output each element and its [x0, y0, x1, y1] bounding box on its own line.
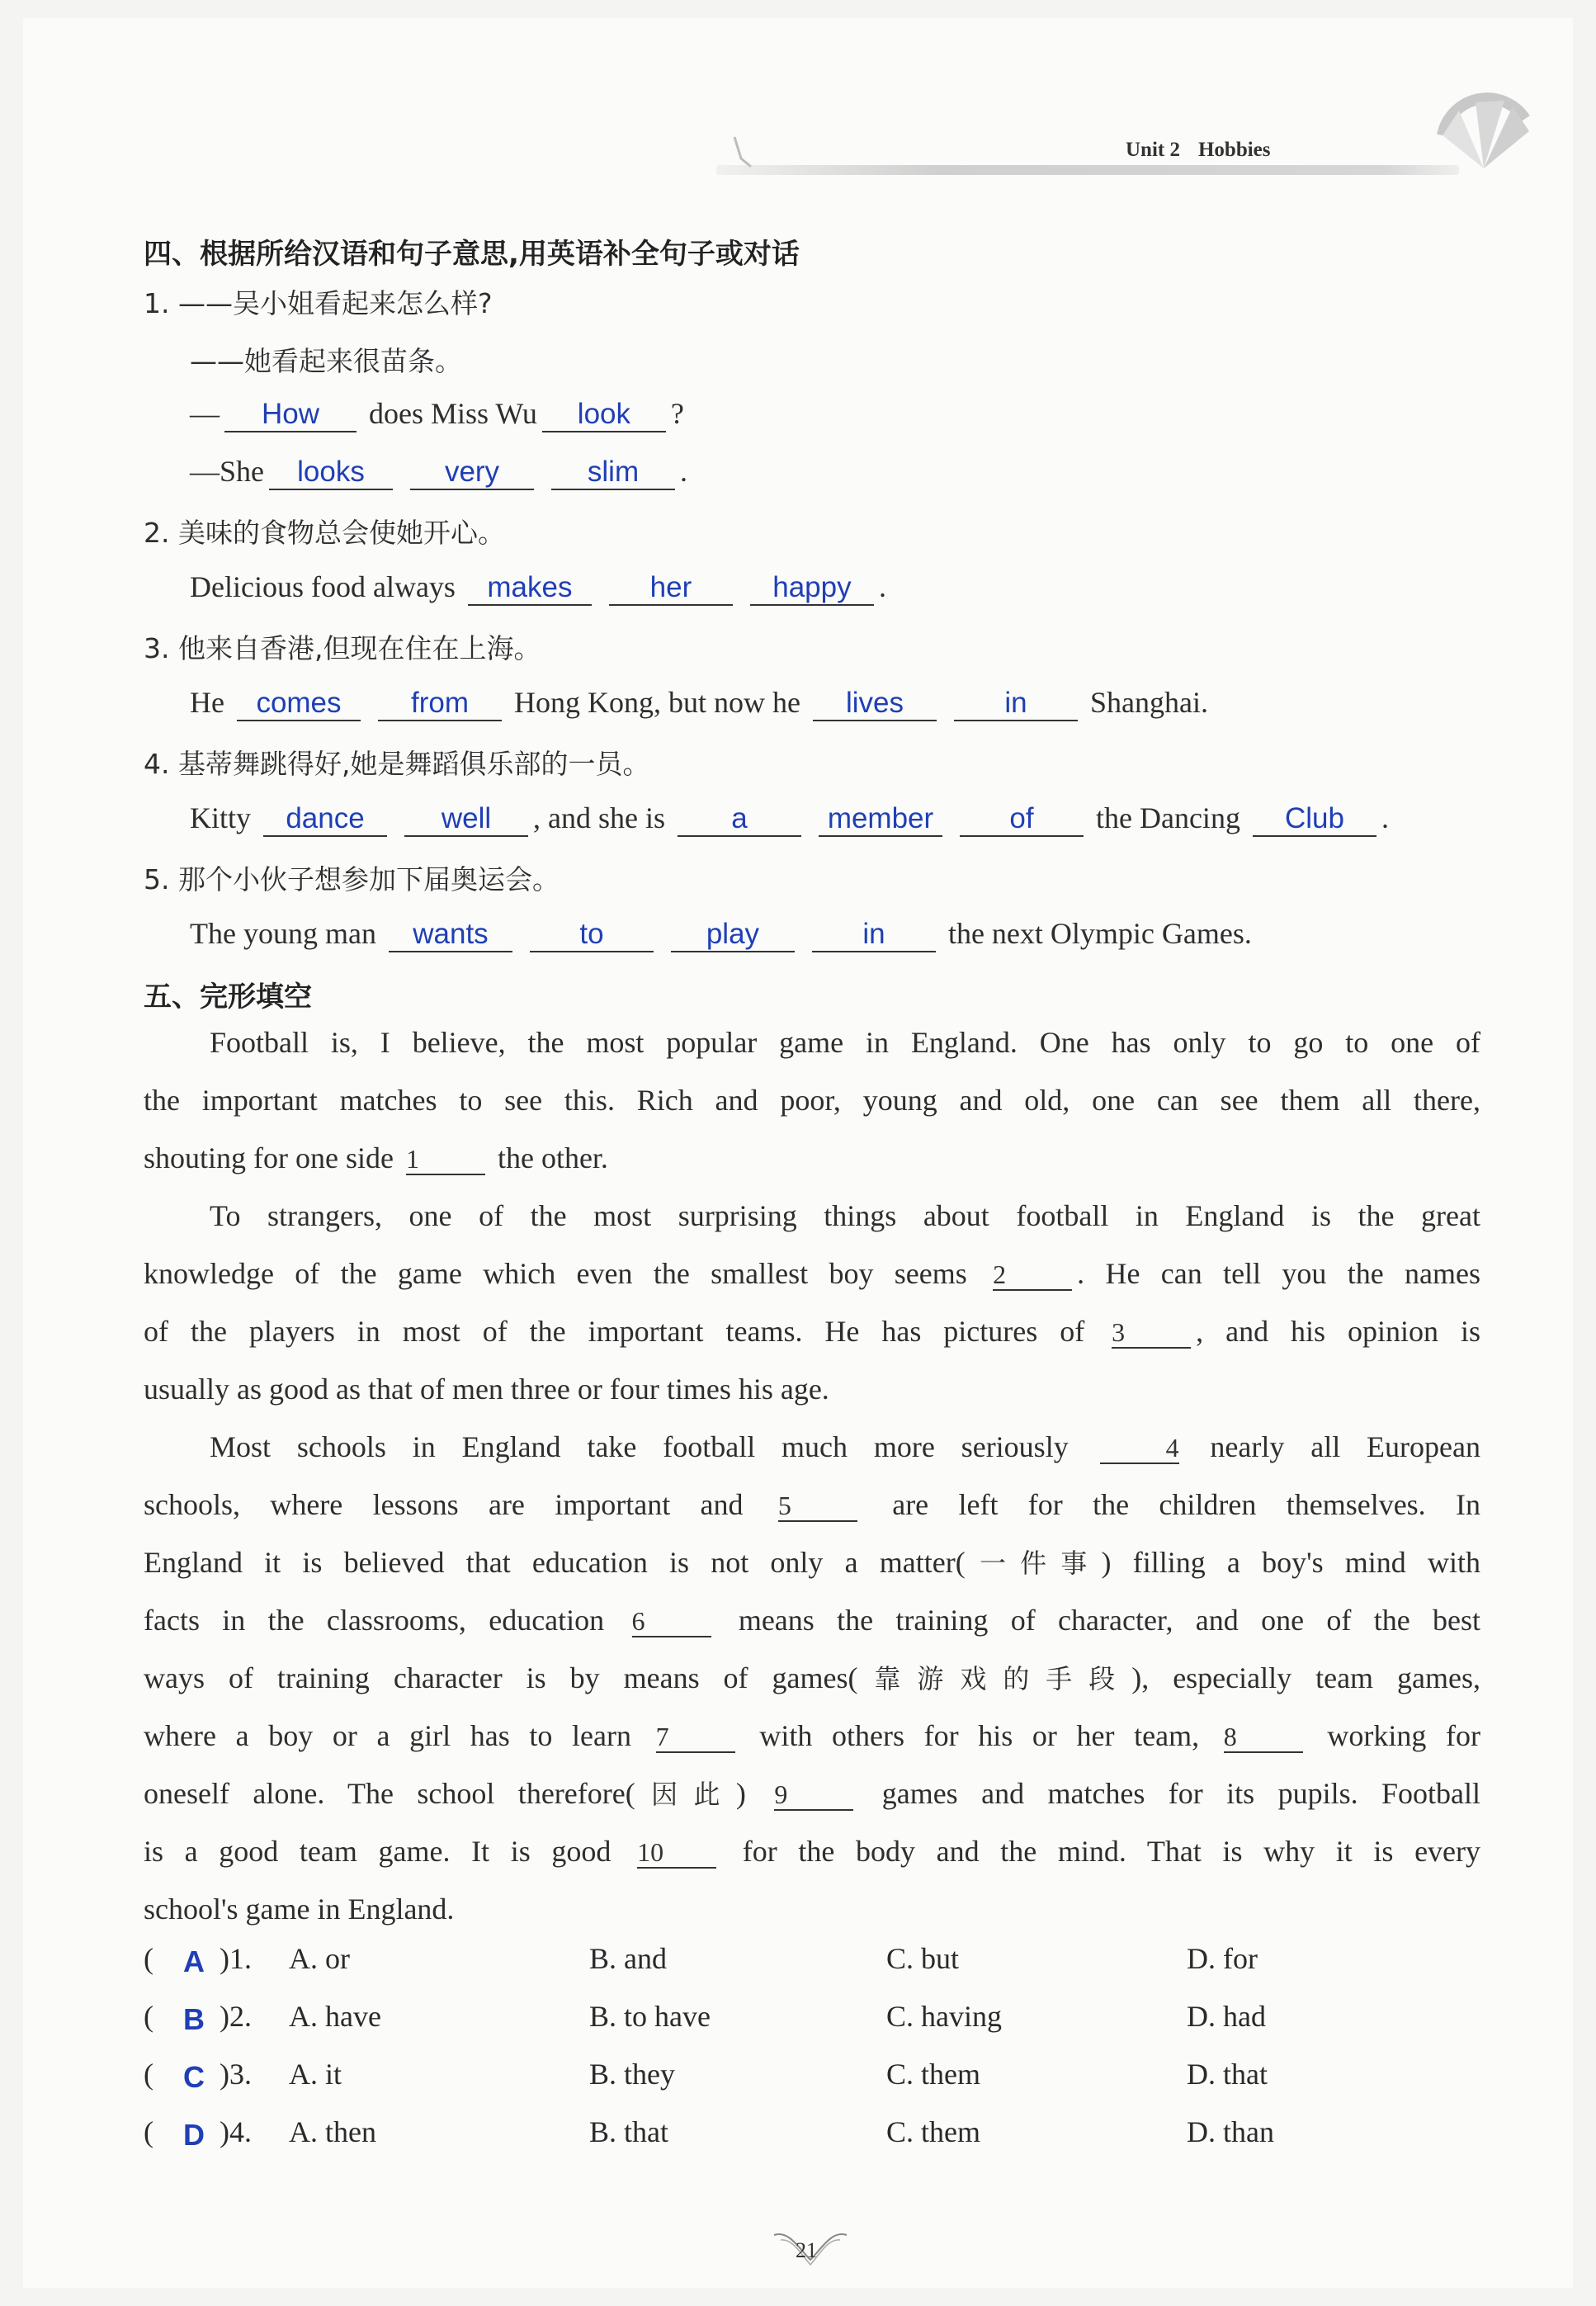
- cloze-text: shouting for one side: [144, 1141, 394, 1174]
- option-d: D. that: [1187, 2058, 1268, 2091]
- q5-end: the next Olympic Games.: [947, 917, 1252, 950]
- cloze-text: ), especially team games,: [1131, 1661, 1480, 1694]
- cloze-text: England it is believed that education is not only a matter(: [144, 1546, 966, 1579]
- q3-cn: 3. 他来自香港,但现在住在上海。: [144, 632, 541, 664]
- q3-end: Shanghai.: [1089, 686, 1208, 719]
- cloze-text: ways of training character is by means of games(: [144, 1661, 858, 1694]
- page-number: 21: [796, 2238, 817, 2262]
- cloze-p1-l2: the important matches to see this. Rich and poor, young and old, one can see them all there,: [144, 1084, 1480, 1117]
- q2-cn: 2. 美味的食物总会使她开心。: [144, 517, 505, 549]
- answer-blank: very: [410, 456, 534, 490]
- cloze-p3-l6: [144, 1707, 1480, 1765]
- cloze-text: facts in the classrooms, education: [144, 1604, 605, 1637]
- q4-text2: the Dancing: [1096, 801, 1240, 834]
- answer-blank: to: [530, 918, 654, 952]
- option-c: C. them: [886, 2058, 980, 2091]
- cloze-text: ) filling a boy's mind with: [1101, 1546, 1480, 1579]
- option-c: C. but: [886, 1942, 960, 1975]
- option-b: B. and: [589, 1942, 667, 1975]
- option-row-4: [144, 2115, 1480, 2164]
- answer-mark: C: [183, 2060, 205, 2094]
- cloze-text: Most schools in England take football much more seriously: [210, 1430, 1069, 1463]
- answer-blank: a: [678, 802, 801, 837]
- option-d: D. than: [1187, 2115, 1274, 2148]
- cloze-text: . He can tell you the names: [1077, 1257, 1481, 1290]
- cloze-text: schools, where lessons are important and: [144, 1488, 744, 1521]
- option-row-3: [144, 2057, 1480, 2106]
- answer-blank: slim: [551, 456, 675, 490]
- answer-blank: her: [609, 571, 733, 606]
- q5-cn: 5. 那个小伙子想参加下届奥运会。: [144, 863, 560, 895]
- q2-text: Delicious food always: [190, 570, 456, 603]
- answer-blank: comes: [237, 687, 361, 721]
- cloze-p3-l3: [144, 1533, 1480, 1592]
- cloze-blank-6: 6: [632, 1606, 711, 1637]
- cloze-p3-l1: [144, 1418, 1480, 1476]
- q1-cn-line1: 1. ——吴小姐看起来怎么样?: [144, 287, 493, 319]
- answer-blank: Club: [1253, 802, 1376, 837]
- option-c: C. them: [886, 2115, 980, 2148]
- cloze-blank-1: 1: [406, 1144, 485, 1175]
- option-row-2: [144, 1999, 1480, 2048]
- q1-period: .: [680, 455, 687, 488]
- option-a: A. have: [289, 2000, 381, 2033]
- cloze-text: games and matches for its pupils. Football: [881, 1777, 1481, 1810]
- cloze-p3-l2: [144, 1476, 1480, 1533]
- question-number: )4.: [220, 2115, 252, 2148]
- option-row-1: [144, 1941, 1480, 1991]
- cloze-p3-l4: [144, 1591, 1480, 1649]
- question-number: )3.: [220, 2058, 252, 2091]
- answer-blank: play: [671, 918, 795, 952]
- cloze-blank-9: 9: [774, 1779, 853, 1811]
- cloze-text: is a good team game. It is good: [144, 1835, 611, 1868]
- header-topic: Hobbies: [1197, 139, 1271, 161]
- question-number: )1.: [220, 1942, 252, 1975]
- cloze-p3-l9: school's game in England.: [144, 1893, 455, 1926]
- q3-text: Hong Kong, but now he: [513, 686, 800, 719]
- option-b: B. they: [589, 2058, 675, 2091]
- cloze-text: working for: [1327, 1719, 1481, 1752]
- cloze-blank-3: 3: [1112, 1317, 1191, 1349]
- cloze-text: for the body and the mind. That is why it is every: [742, 1835, 1481, 1868]
- answer-blank: dance: [263, 802, 387, 837]
- q4-en: [190, 801, 1389, 837]
- q2-period: .: [878, 570, 886, 603]
- cloze-p3-l5: [144, 1649, 1480, 1708]
- cloze-blank-5: 5: [778, 1491, 857, 1522]
- answer-blank: looks: [269, 456, 393, 490]
- question-number: )2.: [220, 2000, 252, 2033]
- cloze-blank-8: 8: [1224, 1722, 1303, 1753]
- q1-dash: —: [190, 397, 220, 430]
- cloze-gloss: 靠游戏的手段: [857, 1663, 1132, 1694]
- answer-blank: well: [404, 802, 528, 837]
- cloze-text: means the training of character, and one of the best: [738, 1604, 1481, 1637]
- cloze-text: with others for his or her team,: [759, 1719, 1200, 1752]
- cloze-text: are left for the children themselves. In: [892, 1488, 1481, 1521]
- cloze-text: knowledge of the game which even the smallest boy seems: [144, 1257, 967, 1290]
- answer-blank: from: [378, 687, 502, 721]
- option-a: A. then: [289, 2115, 376, 2148]
- answer-blank: How: [224, 398, 357, 432]
- option-b: B. that: [589, 2115, 668, 2148]
- q4-text: , and she is: [533, 801, 665, 834]
- section5-title: 五、完形填空: [144, 981, 312, 1014]
- q1-cn-line2: ——她看起来很苗条。: [190, 345, 462, 377]
- q1-she: —She: [190, 455, 264, 488]
- cloze-text: ): [735, 1777, 746, 1810]
- option-b: B. to have: [589, 2000, 711, 2033]
- answer-blank: happy: [750, 571, 874, 606]
- q1-text: does Miss Wu: [369, 397, 537, 430]
- cloze-blank-10: 10: [637, 1837, 716, 1869]
- header-unit-title: [1126, 139, 1289, 162]
- cloze-p3-l8: [144, 1822, 1480, 1880]
- answer-blank: lives: [813, 687, 937, 721]
- header-rule: [716, 165, 1459, 175]
- q5-text: The young man: [190, 917, 376, 950]
- q1-en-line2: [190, 454, 687, 490]
- option-d: D. for: [1187, 1942, 1258, 1975]
- cloze-text: of the players in most of the important teams. He has pictures of: [144, 1315, 1085, 1348]
- cloze-text: nearly all European: [1210, 1430, 1480, 1463]
- answer-blank: of: [960, 802, 1084, 837]
- section4-title: 四、根据所给汉语和句子意思,用英语补全句子或对话: [144, 238, 800, 271]
- q3-he: He: [190, 686, 224, 719]
- cloze-p3-l7: [144, 1765, 1480, 1823]
- q4-kitty: Kitty: [190, 801, 252, 834]
- answer-blank: makes: [468, 571, 592, 606]
- cloze-p2-l2: [144, 1245, 1480, 1302]
- cloze-p1-l3: [144, 1129, 1480, 1187]
- answer-mark: A: [183, 1945, 205, 1978]
- paren: (: [144, 2000, 153, 2033]
- cloze-text: where a boy or a girl has to learn: [144, 1719, 632, 1752]
- answer-blank: look: [542, 398, 666, 432]
- cloze-blank-4: 4: [1100, 1433, 1179, 1464]
- q1-en-line1: [190, 396, 684, 432]
- fan-decoration-icon: [1426, 86, 1533, 177]
- cloze-text: the other.: [497, 1141, 608, 1174]
- option-a: A. it: [289, 2058, 342, 2091]
- q4-cn: 4. 基蒂舞跳得好,她是舞蹈俱乐部的一员。: [144, 748, 650, 780]
- q3-en: [190, 685, 1208, 721]
- q5-en: [190, 916, 1252, 952]
- cloze-p2-l1: To strangers, one of the most surprising things about football in England is the great: [210, 1199, 1480, 1232]
- answer-blank: wants: [389, 918, 512, 952]
- option-d: D. had: [1187, 2000, 1266, 2033]
- paren: (: [144, 2058, 153, 2091]
- option-c: C. having: [886, 2000, 1002, 2033]
- q2-en: [190, 569, 886, 606]
- answer-mark: D: [183, 2118, 205, 2152]
- cloze-p2-l4: usually as good as that of men three or four times his age.: [144, 1373, 829, 1406]
- cloze-blank-7: 7: [656, 1722, 735, 1753]
- cloze-gloss: 因此: [635, 1779, 736, 1810]
- option-a: A. or: [289, 1942, 350, 1975]
- q4-period: .: [1381, 801, 1389, 834]
- q1-qmark: ?: [670, 397, 684, 430]
- cloze-blank-2: 2: [993, 1259, 1072, 1291]
- cloze-p2-l3: [144, 1302, 1480, 1360]
- paren: (: [144, 1942, 153, 1975]
- cloze-gloss: 一件事: [965, 1548, 1102, 1579]
- cloze-text: , and his opinion is: [1196, 1315, 1480, 1348]
- answer-blank: in: [954, 687, 1078, 721]
- workbook-page: [23, 18, 1573, 2288]
- cloze-text: oneself alone. The school therefore(: [144, 1777, 635, 1810]
- header-unit: Unit 2: [1126, 139, 1180, 161]
- paren: (: [144, 2115, 153, 2148]
- answer-blank: member: [819, 802, 942, 837]
- cloze-p1-l1: Football is, I believe, the most popular game in England. One has only to go to one of: [210, 1026, 1480, 1059]
- answer-blank: in: [812, 918, 936, 952]
- answer-mark: B: [183, 2002, 205, 2036]
